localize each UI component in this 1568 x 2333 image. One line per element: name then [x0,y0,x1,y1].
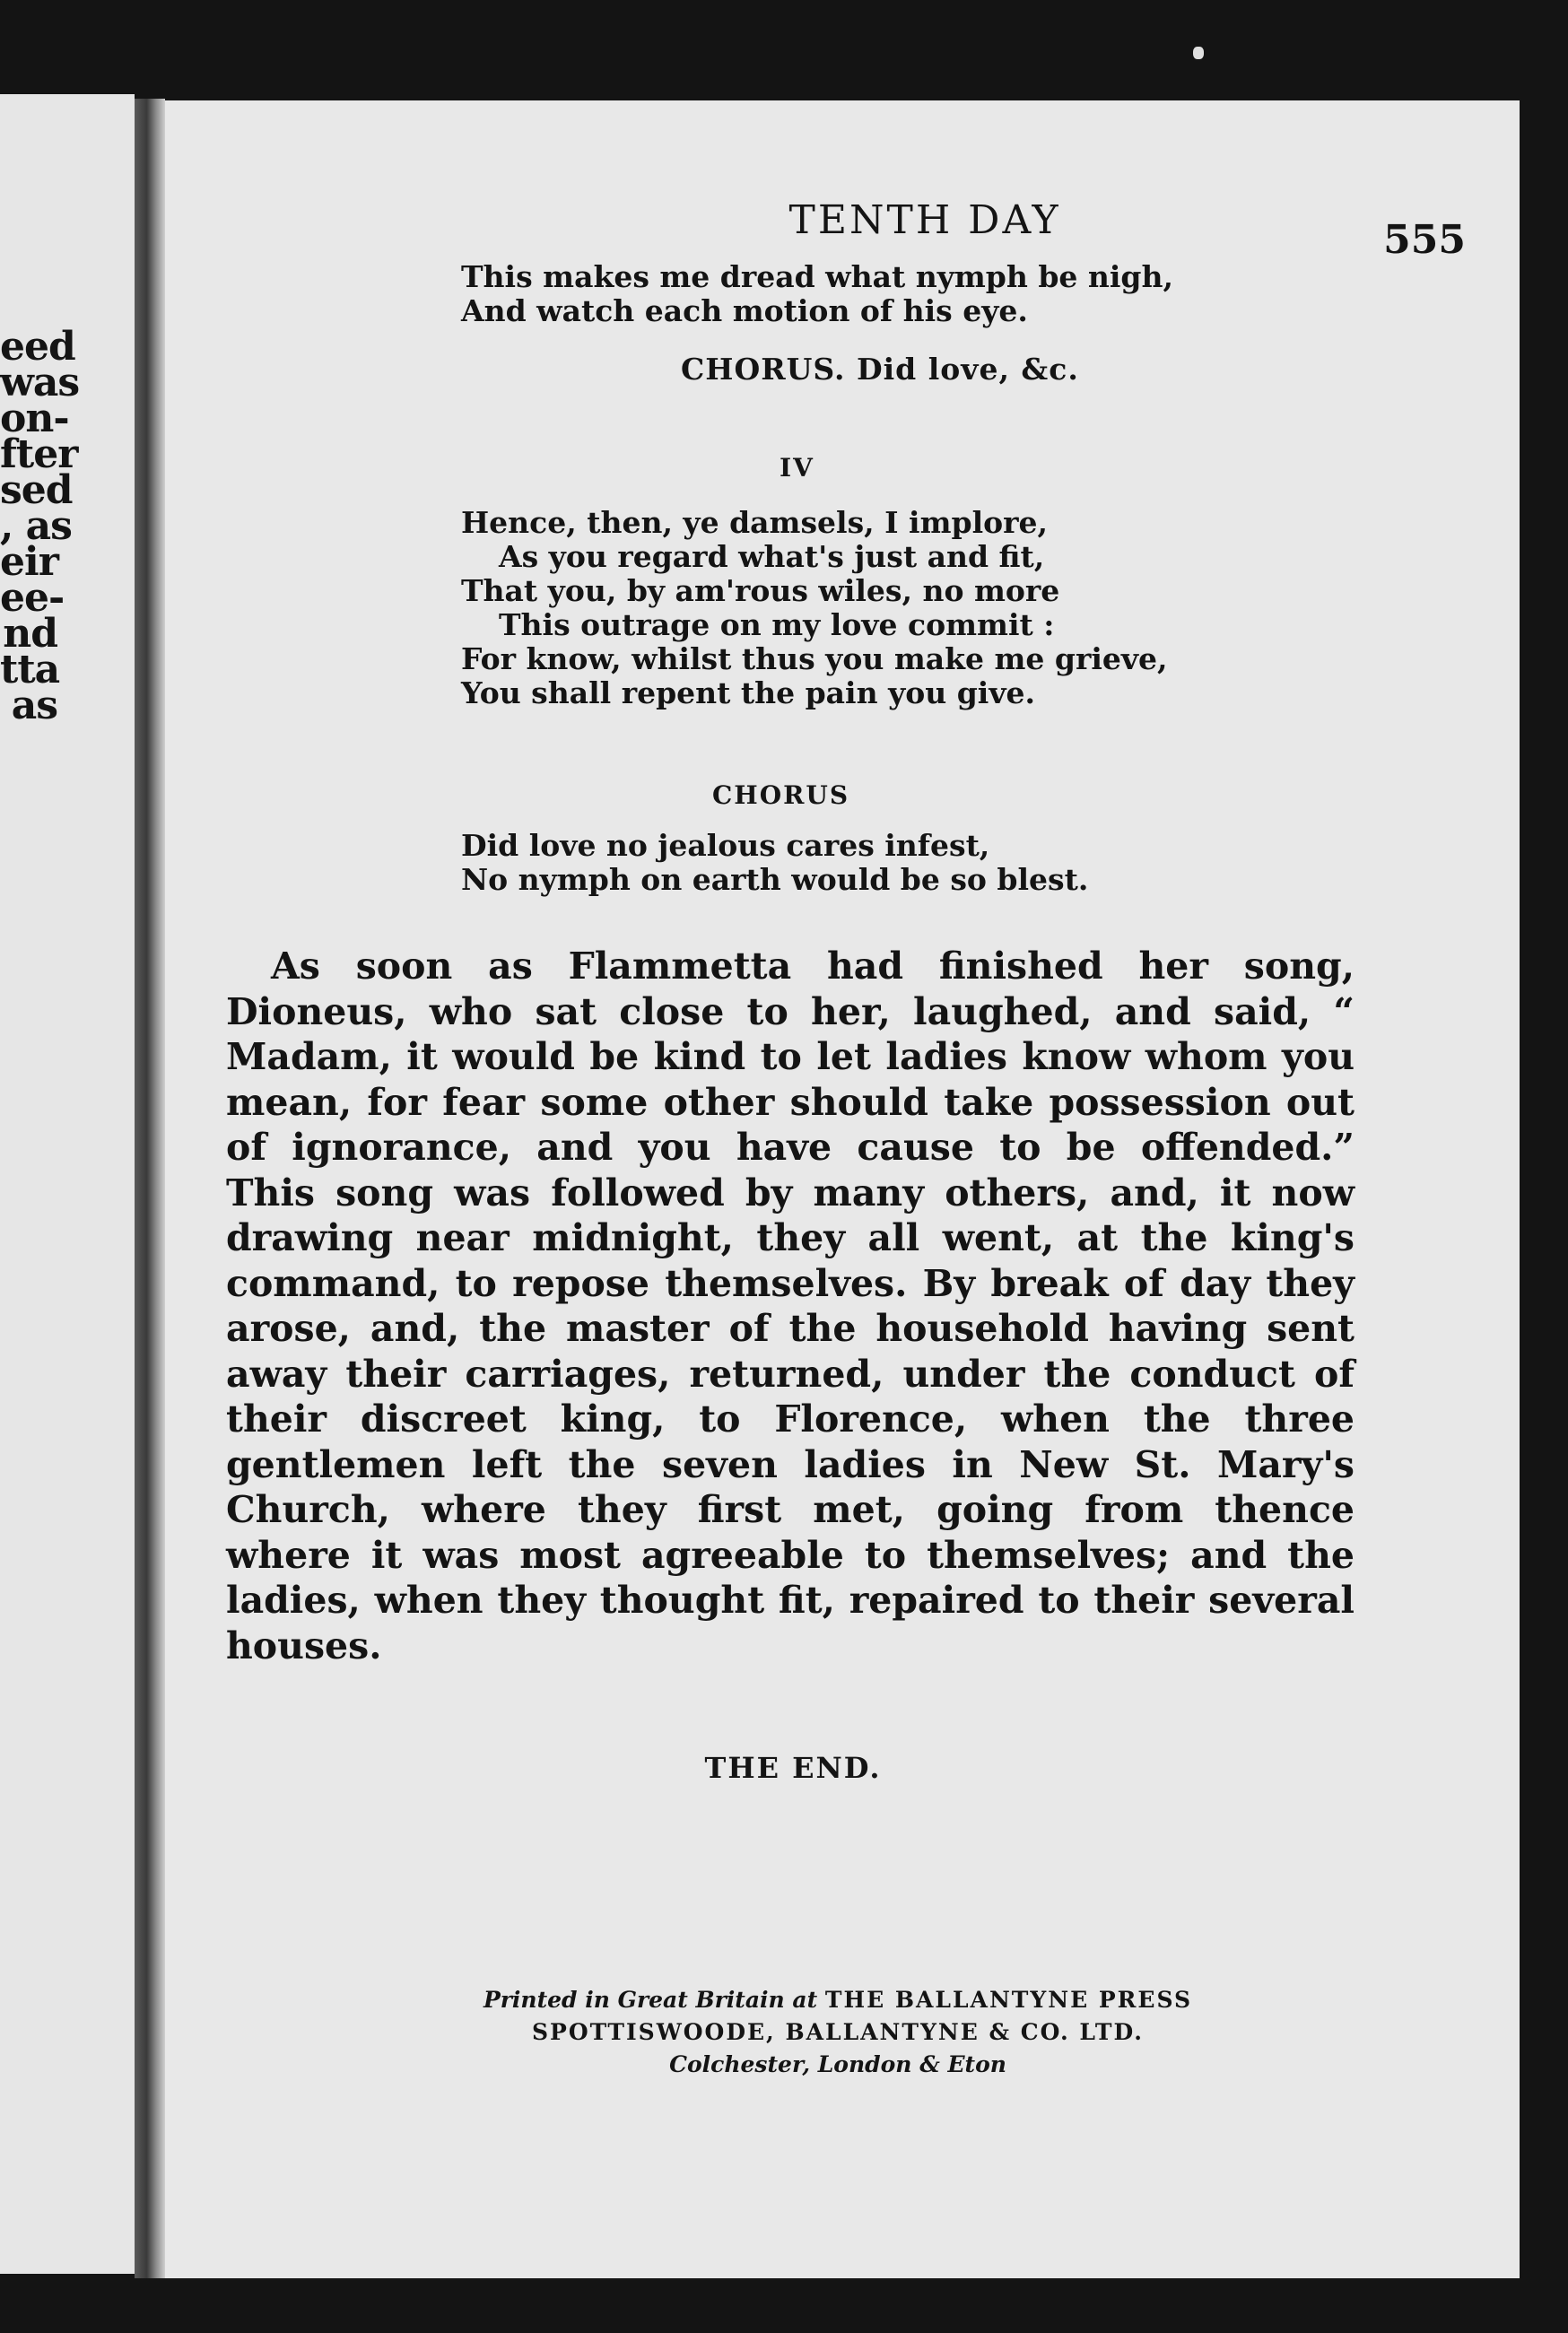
the-end: THE END. [704,1751,882,1785]
colophon-line-1 [344,1984,1331,2016]
prose-paragraph: As soon as Flammetta had finished her song, Dioneus, who sat close to her, laughed, and said, “ Madam, it would be kind to let ladies know whom you mean, for fear some other should take possession out of ignorance, and you have cause to be offended.” This song was followed by many others, and, it now drawing near midnight, they all went, at the king's command, to repose themselves. By break of day they arose, and, the master of the household having sent away their carriages, returned, under the conduct of their discreet king, to Florence, when the three gentlemen left the seven ladies in New St. Mary's Church, where they first met, going from thence where it was most agreeable to themselves; and the ladies, when they thought fit, repaired to their several houses. [226,945,1355,1667]
left-fragment: eed [0,324,75,370]
chorus-reference: CHORUS. Did love, &c. [681,352,1079,387]
verse-line: For know, whilst thus you make me grieve, [461,641,1168,676]
printer-colophon [344,1984,1331,2081]
stanza-number: IV [780,453,814,483]
verse-line: Did love no jealous cares infest, [461,828,990,863]
colophon-line-3: Colchester, London & Eton [669,2051,1006,2077]
book-page [165,100,1520,2278]
left-fragment: nd [3,611,57,657]
left-fragment: eir [0,539,58,585]
left-fragment: , as [0,503,72,549]
left-page-text-fragments [0,324,80,728]
book-gutter [135,99,165,2278]
left-fragment: was [0,360,80,405]
verse-line: You shall repent the pain you give. [461,675,1036,710]
chorus-verse [461,829,1358,897]
left-fragment: sed [0,467,73,513]
page-number: 555 [1383,217,1466,263]
chorus-heading: CHORUS [712,780,850,810]
verse-line: And watch each motion of his eye. [461,293,1028,328]
left-fragment: fter [0,431,78,477]
stanza-four [461,506,1358,710]
running-header: TENTH DAY [788,197,1061,243]
colophon-press-name: THE BALLANTYNE PRESS [824,1987,1193,2013]
verse-line: No nymph on earth would be so blest. [461,862,1089,897]
left-fragment: as [11,683,57,728]
left-page-edge [0,94,135,2274]
verse-line: This makes me dread what nymph be nigh, [461,259,1173,294]
scan-dust-mark [1193,47,1204,59]
verse-line: Hence, then, ye damsels, I implore, [461,505,1049,540]
verse-line: That you, by am'rous wiles, no more [461,573,1060,608]
verse-line: This outrage on my love commit : [499,607,1055,642]
verse-top [461,260,1358,328]
verse-line: As you regard what's just and fit, [499,539,1045,574]
left-fragment: tta [0,647,60,692]
colophon-line-2: SPOTTISWOODE, BALLANTYNE & CO. LTD. [532,2019,1144,2045]
left-fragment: on- [0,396,69,441]
colophon-printed-in: Printed in Great Britain at [483,1987,818,2013]
left-fragment: ee- [0,575,65,621]
